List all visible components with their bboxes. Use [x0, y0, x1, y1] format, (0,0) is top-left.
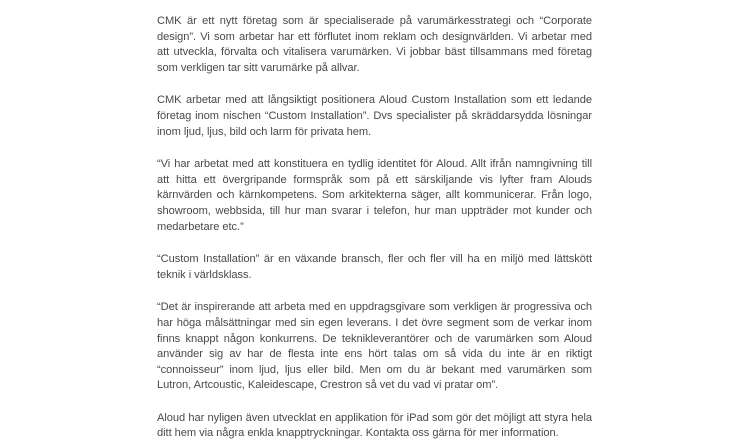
paragraph-identity-quote: “Vi har arbetat med att konstituera en tydlig identitet för Aloud. Allt ifrån namngivning till att hitta ett övergripande formspråk som på ett särskiljande vis lyfter fram Alouds kärnvärden och kärnkompetens. Som arkitekterna säger, allt kommunicerar. Från logo, showroom, webbsida, till hur man svarar i telefon, hur man uppträder mot kunder och medarbetare etc.” [157, 158, 592, 233]
paragraph-client-quote: “Det är inspirerande att arbeta med en uppdragsgivare som verkligen är progressiva och har höga målsättningar med sin egen leverans. I det övre segment som de verkar inom finns knappt någon konkurrens. De teknikleverantörer och de varumärken som Aloud använder sig av har de flesta inte ens hört talas om så vida du inte är en riktigt “connoisseur” inom ljud, ljus eller bild. Men om du är bekant med varumärken som Lutron, Artcoustic, Kaleidescape, Crestron så vet du vad vi pratar om”. [157, 301, 592, 392]
paragraph-industry: “Custom Installation” är en växande bransch, fler och fler vill ha en miljö med lättskött teknik i världsklass. [157, 253, 592, 281]
paragraph-intro: CMK är ett nytt företag som är specialiserade på varumärkesstrategi och “Corporate design”. Vi som arbetar har ett förflutet inom reklam och designvärlden. Vi arbetar med att utveckla, förvalta och vitalisera varumärken. Vi jobbar bäst tillsammans med företag som verkligen tar sitt varumärke på allvar. [157, 15, 592, 74]
paragraph-positioning: CMK arbetar med att långsiktigt positionera Aloud Custom Installation som ett ledande företag inom nischen “Custom Installation”. Dvs specialister på skräddarsydda lösningar inom ljud, ljus, bild och larm för privata hem. [157, 94, 592, 138]
paragraph-ipad-app: Aloud har nyligen även utvecklat en applikation för iPad som gör det möjligt att styra hela ditt hem via några enkla knapptryckningar. Kontakta oss gärna för mer information. [157, 411, 592, 440]
article-body [157, 14, 592, 442]
